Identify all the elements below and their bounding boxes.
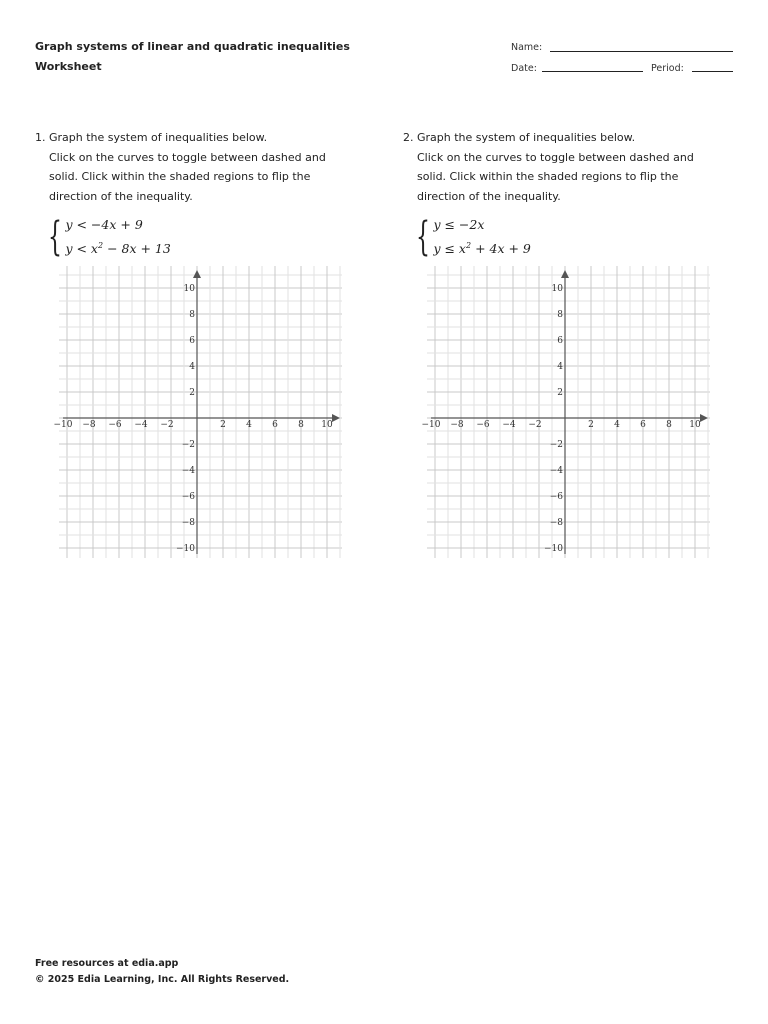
brace-icon: { <box>48 213 62 260</box>
y-tick-label: −4 <box>181 466 195 476</box>
x-tick-label: 10 <box>321 420 333 430</box>
worksheet-subtitle: Worksheet <box>35 60 102 73</box>
x-tick-label: −10 <box>53 420 73 430</box>
x-tick-label: 4 <box>614 420 620 430</box>
problem-instruction: Click on the curves to toggle between dashed and <box>49 150 326 164</box>
problem-number: 2. <box>403 131 414 144</box>
graph-canvas <box>421 266 710 558</box>
x-tick-label: 6 <box>272 420 278 430</box>
y-tick-label: 8 <box>557 310 563 320</box>
inequality-system-2 <box>416 214 531 259</box>
x-tick-label: −4 <box>134 420 148 430</box>
problem-prompt: Graph the system of inequalities below. <box>417 131 636 144</box>
problem-instruction: solid. Click within the shaded regions to flip the <box>417 170 679 183</box>
problem-2 <box>403 128 723 206</box>
y-tick-label: −2 <box>549 440 563 450</box>
problem-number: 1. <box>35 131 46 144</box>
y-tick-label: 6 <box>189 336 195 346</box>
y-tick-label: −8 <box>181 518 195 528</box>
problem-instruction: solid. Click within the shaded regions to flip the <box>49 170 311 183</box>
problem-instruction: direction of the inequality. <box>49 189 193 203</box>
x-tick-label: −6 <box>476 420 490 430</box>
y-tick-label: −6 <box>549 492 563 502</box>
x-tick-label: 4 <box>246 420 252 430</box>
x-tick-label: 10 <box>689 420 701 430</box>
footer-resources: Free resources at edia.app <box>35 958 179 969</box>
problem-1 <box>35 128 355 206</box>
x-tick-label: −2 <box>160 420 174 430</box>
y-axis-arrow-icon <box>561 270 569 278</box>
problem-prompt: Graph the system of inequalities below. <box>49 131 268 144</box>
y-tick-label: 6 <box>557 336 563 346</box>
y-tick-label: −4 <box>549 466 563 476</box>
y-tick-label: −8 <box>549 518 563 528</box>
footer <box>35 956 289 988</box>
inequality-1: y ≤ −2x <box>433 217 485 232</box>
inequality-1: y < −4x + 9 <box>65 217 143 232</box>
period-label: Period: <box>651 63 684 74</box>
y-tick-label: −6 <box>181 492 195 502</box>
x-tick-label: 8 <box>666 420 672 430</box>
x-axis-arrow-icon <box>332 414 340 422</box>
x-axis-arrow-icon <box>700 414 708 422</box>
x-tick-label: −8 <box>450 420 464 430</box>
x-tick-label: 6 <box>640 420 646 430</box>
y-tick-label: −10 <box>544 544 563 554</box>
worksheet-title-block <box>35 37 350 77</box>
name-label: Name: <box>511 42 543 53</box>
brace-icon: { <box>416 213 430 260</box>
x-tick-label: −2 <box>528 420 542 430</box>
y-tick-label: 10 <box>183 284 195 294</box>
y-tick-label: −2 <box>181 440 195 450</box>
coordinate-graph-2[interactable] <box>421 266 710 558</box>
inequality-2: $y \le x^2 + 4x + 9$ <box>433 241 531 257</box>
inequality-2: $y < x^2 - 8x + 13$ <box>65 241 171 257</box>
coordinate-graph-1[interactable] <box>53 266 342 558</box>
inequality-system-1 <box>48 214 171 259</box>
x-tick-label: −8 <box>82 420 96 430</box>
problem-instruction: direction of the inequality. <box>417 189 561 203</box>
x-tick-label: 2 <box>588 420 594 430</box>
y-tick-label: 8 <box>189 310 195 320</box>
graph-canvas <box>53 266 342 558</box>
date-label: Date: <box>511 63 537 74</box>
y-tick-label: 2 <box>189 388 195 398</box>
y-tick-label: 4 <box>189 362 195 372</box>
y-tick-label: 2 <box>557 388 563 398</box>
x-tick-label: 2 <box>220 420 226 430</box>
y-tick-label: 10 <box>551 284 563 294</box>
date-field[interactable] <box>542 71 643 72</box>
x-tick-label: 8 <box>298 420 304 430</box>
x-tick-label: −6 <box>108 420 122 430</box>
problem-instruction: Click on the curves to toggle between dashed and <box>417 150 694 164</box>
x-tick-label: −4 <box>502 420 516 430</box>
x-tick-label: −10 <box>421 420 441 430</box>
footer-copyright: © 2025 Edia Learning, Inc. All Rights Reserved. <box>35 974 290 985</box>
y-tick-label: 4 <box>557 362 563 372</box>
y-tick-label: −10 <box>176 544 195 554</box>
name-field[interactable] <box>550 51 733 52</box>
y-axis-arrow-icon <box>193 270 201 278</box>
worksheet-title: Graph systems of linear and quadratic inequalities <box>35 40 350 53</box>
period-field[interactable] <box>692 71 733 72</box>
